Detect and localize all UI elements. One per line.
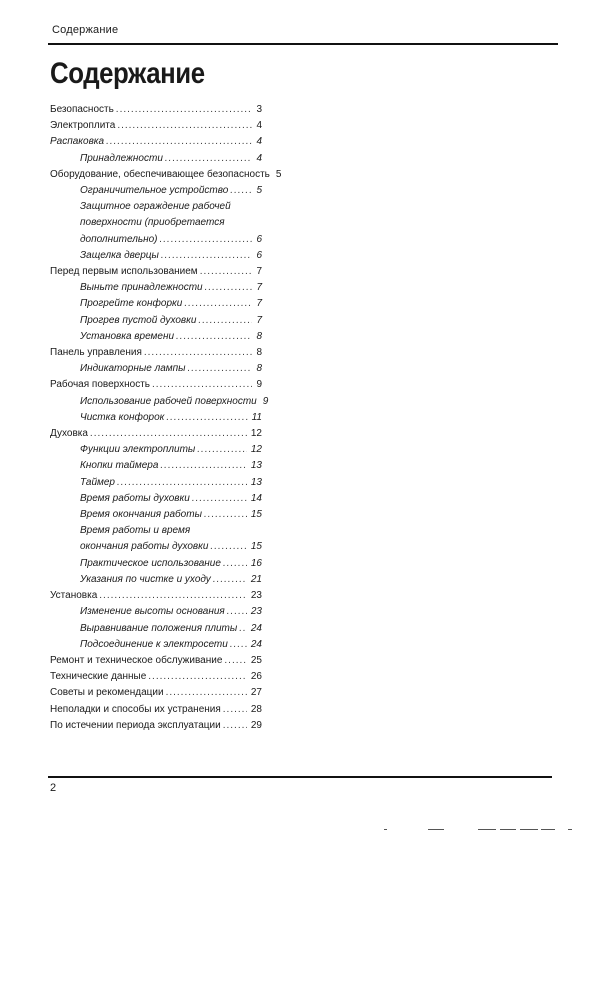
toc-entry-label: Перед первым использованием xyxy=(50,266,198,278)
toc-leader-dots xyxy=(227,604,247,620)
toc-entry-page: 8 xyxy=(256,347,262,359)
toc-entry-label: Рабочая поверхность xyxy=(50,379,150,391)
toc-leader-dots xyxy=(144,345,253,361)
toc-entry[interactable] xyxy=(50,621,262,637)
toc-entry[interactable] xyxy=(50,507,262,523)
toc-entry-label: Технические данные xyxy=(50,671,147,683)
toc-entry[interactable] xyxy=(50,296,262,312)
toc-entry-page: 7 xyxy=(256,266,262,278)
toc-leader-dots xyxy=(160,458,246,474)
toc-leader-dots xyxy=(205,280,253,296)
toc-entry-page: 14 xyxy=(250,492,262,504)
toc-entry[interactable] xyxy=(50,556,262,572)
toc-entry-label-line: Время работы и время xyxy=(80,525,191,537)
toc-entry-label: Чистка конфорок xyxy=(80,411,165,423)
toc-entry[interactable] xyxy=(50,183,262,199)
toc-entry-label: Ремонт и техническое обслуживание xyxy=(50,654,223,666)
toc-entry-label: Установка xyxy=(50,590,98,602)
toc-entry-page: 7 xyxy=(256,314,262,326)
toc-entry-page: 28 xyxy=(250,703,262,715)
toc-entry[interactable] xyxy=(50,232,262,248)
toc-leader-dots xyxy=(161,248,253,264)
toc-entry-label: дополнительно) xyxy=(80,233,158,245)
toc-leader-dots xyxy=(223,556,247,572)
scan-artifact xyxy=(541,829,555,830)
toc-entry-page: 27 xyxy=(250,687,262,699)
toc-entry-page: 23 xyxy=(250,606,262,618)
toc-entry-page: 8 xyxy=(256,363,262,375)
toc-leader-dots xyxy=(188,361,253,377)
toc-entry[interactable] xyxy=(50,702,262,718)
toc-entry-label: Панель управления xyxy=(50,347,142,359)
toc-entry-label: Защелка дверцы xyxy=(80,249,159,261)
toc-entry-page: 24 xyxy=(250,622,262,634)
running-header: Содержание xyxy=(52,24,119,36)
toc-entry-page: 3 xyxy=(256,104,262,115)
toc-entry[interactable] xyxy=(50,604,262,620)
toc-entry-label: Функции электроплиты xyxy=(80,444,196,456)
toc-leader-dots xyxy=(160,232,253,248)
toc-entry-page: 13 xyxy=(250,476,262,488)
toc-entry-page: 8 xyxy=(256,330,262,342)
toc-entry-page: 15 xyxy=(250,541,262,553)
toc-leader-dots xyxy=(213,572,247,588)
toc-leader-dots xyxy=(239,621,247,637)
page-title: Содержание xyxy=(50,57,205,90)
toc-entry[interactable] xyxy=(50,345,262,361)
toc-leader-dots xyxy=(184,296,252,312)
toc-entry[interactable] xyxy=(50,264,262,280)
toc-entry-page: 4 xyxy=(256,136,262,148)
scan-artifact xyxy=(384,829,387,830)
toc-entry-page: 13 xyxy=(250,460,262,472)
toc-entry-page: 23 xyxy=(250,590,262,602)
toc-entry-label: Кнопки таймера xyxy=(80,460,159,472)
toc-entry[interactable] xyxy=(50,118,262,134)
toc-entry[interactable] xyxy=(50,491,262,507)
toc-entry-label: Духовка xyxy=(50,428,88,440)
toc-entry-label: Прогрев пустой духовки xyxy=(80,314,197,326)
toc-leader-dots xyxy=(99,588,247,604)
toc-entry-label: Оборудование, обеспечивающее безопасность xyxy=(50,168,270,180)
toc-entry[interactable] xyxy=(50,248,262,264)
toc-entry-page: 9 xyxy=(256,379,262,391)
toc-leader-dots xyxy=(230,637,247,653)
toc-entry-label: Выньте принадлежности xyxy=(80,282,203,294)
toc-entry[interactable] xyxy=(50,329,262,345)
toc-entry-page: 25 xyxy=(250,654,262,666)
toc-entry-page: 7 xyxy=(256,282,262,294)
toc-entry-label: Безопасность xyxy=(50,104,114,115)
toc-entry[interactable] xyxy=(50,361,262,377)
table-of-contents xyxy=(50,102,282,734)
toc-entry-label: Подсоединение к электросети xyxy=(80,638,228,650)
toc-entry-label: окончания работы духовки xyxy=(80,541,209,553)
page-number: 2 xyxy=(50,782,57,794)
toc-leader-dots xyxy=(165,151,253,167)
scan-artifact xyxy=(520,829,538,830)
toc-leader-dots xyxy=(204,507,247,523)
toc-leader-dots xyxy=(166,410,247,426)
toc-entry-label: Практическое использование xyxy=(80,557,221,569)
toc-leader-dots xyxy=(230,183,252,199)
toc-entry[interactable] xyxy=(50,313,262,329)
toc-entry[interactable] xyxy=(50,539,262,555)
toc-leader-dots xyxy=(197,442,247,458)
toc-leader-dots xyxy=(152,377,252,393)
toc-entry[interactable] xyxy=(50,637,262,653)
toc-entry[interactable] xyxy=(50,653,262,669)
toc-entry-page: 5 xyxy=(256,185,262,197)
toc-entry-label-line: поверхности (приобретается xyxy=(80,217,225,229)
toc-entry[interactable] xyxy=(50,377,262,393)
toc-entry-label: Время работы духовки xyxy=(80,492,190,504)
toc-entry[interactable] xyxy=(50,102,262,118)
toc-entry-label: Принадлежности xyxy=(80,152,163,164)
toc-entry-page: 5 xyxy=(275,168,282,180)
toc-entry[interactable] xyxy=(50,572,262,588)
toc-entry[interactable] xyxy=(50,134,262,150)
toc-entry-page: 7 xyxy=(256,298,262,310)
toc-entry-page: 24 xyxy=(250,638,262,650)
toc-entry[interactable] xyxy=(50,685,262,701)
toc-leader-dots xyxy=(200,264,253,280)
toc-entry[interactable] xyxy=(50,426,262,442)
toc-entry[interactable] xyxy=(50,475,262,491)
toc-entry-label: Выравнивание положения плиты xyxy=(80,622,238,634)
toc-entry[interactable] xyxy=(50,588,262,604)
toc-entry-page: 15 xyxy=(250,509,262,521)
toc-entry-label: Индикаторные лампы xyxy=(80,363,186,375)
toc-entry-page: 6 xyxy=(256,233,262,245)
toc-entry-label: Изменение высоты основания xyxy=(80,606,225,618)
toc-leader-dots xyxy=(117,118,252,134)
toc-entry-label: Таймер xyxy=(80,476,115,488)
toc-entry[interactable] xyxy=(50,442,262,458)
toc-entry-page: 6 xyxy=(256,249,262,261)
toc-entry-label: Использование рабочей поверхности xyxy=(80,395,257,407)
toc-entry[interactable] xyxy=(50,394,269,410)
toc-entry-page: 12 xyxy=(250,444,262,456)
toc-entry[interactable] xyxy=(50,280,262,296)
toc-leader-dots xyxy=(223,718,247,734)
toc-entry-page: 16 xyxy=(250,557,262,569)
toc-entry-label: Электроплита xyxy=(50,120,116,132)
toc-entry-label: Распаковка xyxy=(50,136,105,148)
toc-leader-dots xyxy=(223,702,247,718)
toc-entry-page: 29 xyxy=(250,719,262,731)
toc-entry-page: 11 xyxy=(251,411,262,423)
toc-entry-page: 12 xyxy=(250,428,262,440)
toc-entry[interactable] xyxy=(50,718,262,734)
toc-leader-dots xyxy=(198,313,252,329)
toc-entry-label-line: Защитное ограждение рабочей xyxy=(80,201,231,213)
toc-leader-dots xyxy=(90,426,247,442)
toc-entry-label: Установка времени xyxy=(80,330,175,342)
toc-leader-dots xyxy=(166,685,247,701)
toc-leader-dots xyxy=(176,329,252,345)
toc-entry[interactable] xyxy=(50,151,262,167)
scan-artifact xyxy=(500,829,516,830)
toc-entry-label: Время окончания работы xyxy=(80,509,202,521)
toc-entry[interactable] xyxy=(50,669,262,685)
footer-rule xyxy=(48,776,552,778)
toc-entry-label: Прогрейте конфорки xyxy=(80,298,183,310)
toc-leader-dots xyxy=(210,539,246,555)
toc-leader-dots xyxy=(148,669,247,685)
toc-entry-label: По истечении периода эксплуатации xyxy=(50,719,221,731)
toc-entry-page: 21 xyxy=(250,573,262,585)
toc-entry-label: Ограничительное устройство xyxy=(80,185,229,197)
toc-leader-dots xyxy=(106,134,252,150)
toc-entry-label: Советы и рекомендации xyxy=(50,687,164,699)
toc-leader-dots xyxy=(224,653,246,669)
toc-entry-page: 4 xyxy=(256,152,262,164)
scan-artifact xyxy=(428,829,444,830)
toc-leader-dots xyxy=(192,491,247,507)
toc-entry[interactable] xyxy=(50,458,262,474)
toc-entry-page: 4 xyxy=(256,120,262,132)
toc-entry-label: Неполадки и способы их устранения xyxy=(50,703,221,715)
toc-entry-page: 26 xyxy=(250,671,262,683)
toc-entry-label: Указания по чистке и уходу xyxy=(80,573,211,585)
toc-leader-dots xyxy=(116,102,253,118)
scan-artifact xyxy=(478,829,496,830)
toc-leader-dots xyxy=(117,475,247,491)
toc-entry[interactable] xyxy=(50,167,282,183)
toc-entry-page: 9 xyxy=(262,395,269,407)
scan-artifact xyxy=(568,829,572,830)
toc-entry[interactable] xyxy=(50,410,262,426)
header-rule xyxy=(48,43,558,45)
